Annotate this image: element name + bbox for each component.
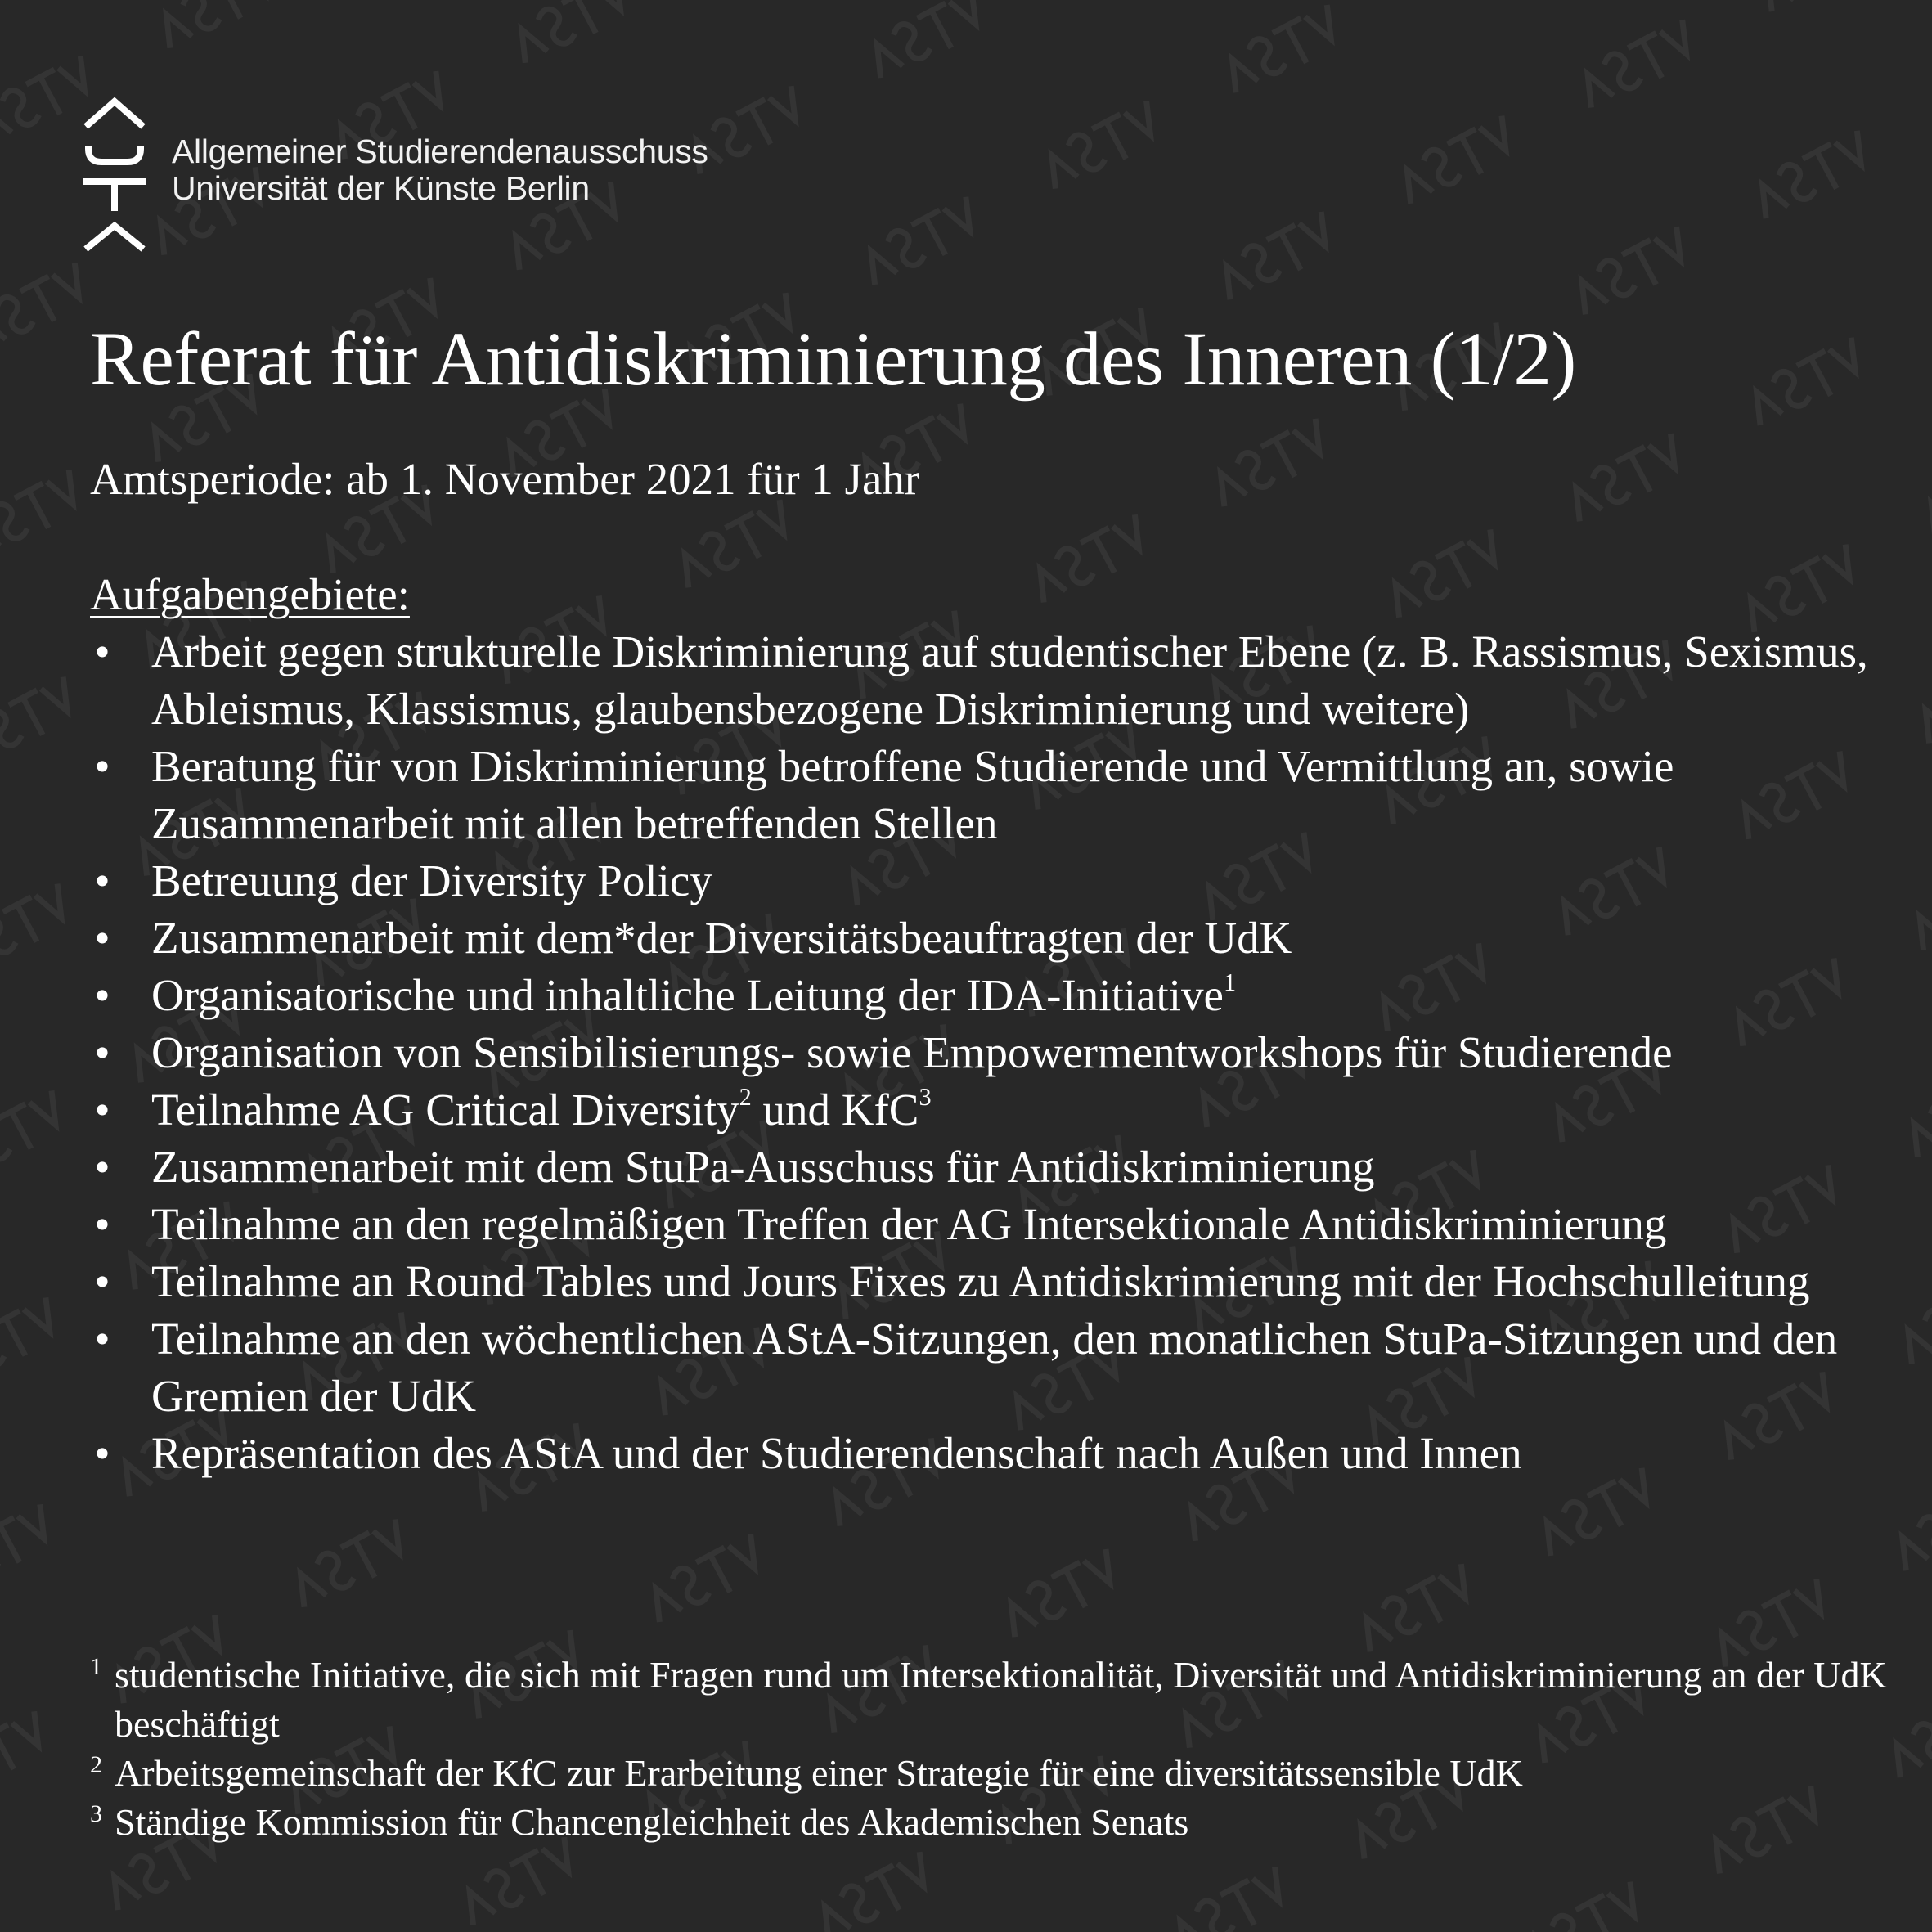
- bullet-icon: •: [94, 970, 110, 1020]
- list-item: [90, 1310, 1922, 1425]
- footnote: [90, 1798, 1906, 1847]
- asta-udk-logo-icon: [82, 97, 147, 252]
- list-item-text: Betreuung der Diversity Policy: [151, 856, 712, 905]
- bullet-icon: •: [94, 1027, 110, 1077]
- list-item-text: Zusammenarbeit mit dem StuPa-Ausschuss für Antidiskriminierung: [151, 1142, 1375, 1192]
- list-item: [90, 1196, 1922, 1253]
- list-item: [90, 967, 1922, 1024]
- footnote-ref: 2: [739, 1082, 752, 1111]
- footnote: [90, 1651, 1906, 1749]
- bullet-icon: •: [94, 627, 110, 676]
- organization-name: [172, 133, 708, 207]
- footnotes: [90, 1651, 1906, 1847]
- bullet-icon: •: [94, 1256, 110, 1306]
- footnote-ref: 3: [919, 1082, 932, 1111]
- bullet-icon: •: [94, 1428, 110, 1478]
- page-title: Referat für Antidiskriminierung des Inneren (1/2): [90, 317, 1576, 402]
- list-item: [90, 1024, 1922, 1081]
- bullet-icon: •: [94, 1085, 110, 1134]
- list-item-text: Arbeit gegen strukturelle Diskriminierung auf studentischer Ebene (z. B. Rassismus, Sexismus, Ableismus, Klassismus, glaubensbezogene Diskriminierung und weitere): [151, 627, 1868, 734]
- list-item: [90, 1139, 1922, 1196]
- list-item: [90, 1081, 1922, 1139]
- list-item-text: Organisatorische und inhaltliche Leitung der IDA-Initiative: [151, 970, 1224, 1020]
- list-item: [90, 852, 1922, 910]
- footnote-number: 1: [90, 1653, 102, 1680]
- org-name-line1: Allgemeiner Studierendenausschuss: [172, 133, 708, 170]
- list-item: [90, 1253, 1922, 1310]
- list-item-text: Zusammenarbeit mit dem*der Diversitätsbeauftragten der UdK: [151, 913, 1292, 963]
- list-item-text: Repräsentation des AStA und der Studierendenschaft nach Außen und Innen: [151, 1428, 1522, 1478]
- list-item: [90, 1425, 1922, 1482]
- footnote-text: studentische Initiative, die sich mit Fragen rund um Intersektionalität, Diversität und Antidiskriminierung an der UdK beschäftigt: [115, 1654, 1887, 1745]
- bullet-icon: •: [94, 1314, 110, 1364]
- footnote: [90, 1749, 1906, 1798]
- list-item-text: Teilnahme an den regelmäßigen Treffen der AG Intersektionale Antidiskriminierung: [151, 1199, 1667, 1249]
- org-name-line2: Universität der Künste Berlin: [172, 169, 590, 207]
- tasks-list: [90, 623, 1922, 1482]
- footnote-text: Arbeitsgemeinschaft der KfC zur Erarbeitung einer Strategie für eine diversitätssensible UdK: [115, 1752, 1523, 1794]
- list-item-text: Organisation von Sensibilisierungs- sowie Empowermentworkshops für Studierende: [151, 1027, 1673, 1077]
- tasks-heading: Aufgabengebiete:: [90, 569, 410, 619]
- list-item-text: Beratung für von Diskriminierung betroffene Studierende und Vermittlung an, sowie Zusammenarbeit mit allen betreffenden Stellen: [151, 741, 1674, 848]
- list-item-text: Teilnahme an Round Tables und Jours Fixes zu Antidiskrimierung mit der Hochschulleitung: [151, 1256, 1810, 1306]
- bullet-icon: •: [94, 741, 110, 791]
- list-item: [90, 910, 1922, 967]
- list-item: [90, 623, 1922, 738]
- footnote-text: Ständige Kommission für Chancengleichheit des Akademischen Senats: [115, 1801, 1189, 1843]
- bullet-icon: •: [94, 856, 110, 905]
- bullet-icon: •: [94, 1199, 110, 1249]
- list-item: [90, 738, 1922, 852]
- bullet-icon: •: [94, 913, 110, 963]
- footnote-ref: 1: [1223, 968, 1237, 996]
- term-period: Amtsperiode: ab 1. November 2021 für 1 Jahr: [90, 454, 920, 504]
- bullet-icon: •: [94, 1142, 110, 1192]
- list-item-text: Teilnahme AG Critical Diversity: [151, 1085, 739, 1134]
- footnote-number: 3: [90, 1800, 102, 1827]
- list-item-text: und KfC: [751, 1085, 919, 1134]
- list-item-text: Teilnahme an den wöchentlichen AStA-Sitzungen, den monatlichen StuPa-Sitzungen und den Gremien der UdK: [151, 1314, 1838, 1421]
- footnote-number: 2: [90, 1751, 102, 1778]
